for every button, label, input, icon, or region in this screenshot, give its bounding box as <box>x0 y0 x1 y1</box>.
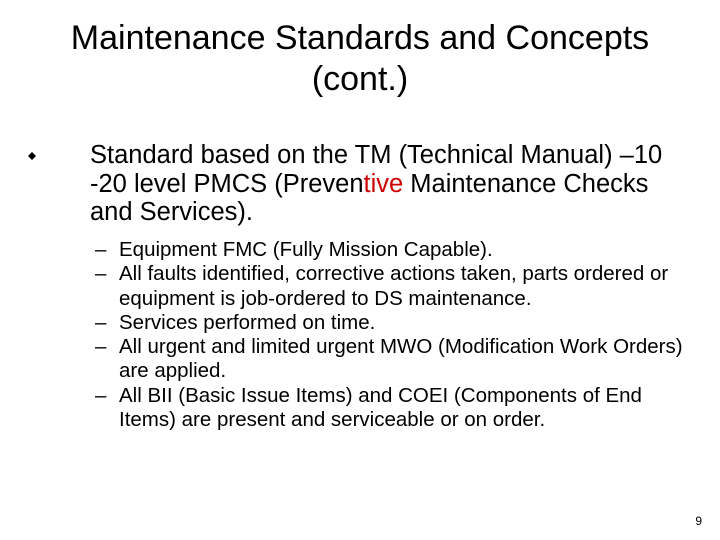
dash-bullet-icon: – <box>95 262 107 286</box>
diamond-bullet-icon <box>28 152 36 160</box>
sub-bullet-text: Services performed on time. <box>119 310 376 334</box>
sub-bullet-list <box>95 238 685 432</box>
main-bullet-text <box>90 141 690 227</box>
sub-bullet-item <box>95 311 685 335</box>
page-number: 9 <box>695 514 702 528</box>
main-bullet-text-accent: tive <box>363 169 404 198</box>
dash-bullet-icon: – <box>95 335 107 359</box>
sub-bullet-item <box>95 238 685 262</box>
sub-bullet-text: All urgent and limited urgent MWO (Modification Work Orders) are applied. <box>119 335 683 383</box>
sub-bullet-text: Equipment FMC (Fully Mission Capable). <box>119 238 493 261</box>
dash-bullet-icon: – <box>95 383 107 407</box>
sub-bullet-text: All faults identified, corrective actions taken, parts ordered or equipment is job-ordered to DS maintenance. <box>119 262 669 310</box>
sub-bullet-item <box>95 335 685 384</box>
main-bullet-text-part-1: Standard based on the TM (Technical Manual) –10 -20 level PMCS (Preven <box>90 141 663 198</box>
dash-bullet-icon: – <box>95 310 107 334</box>
sub-bullet-text: All BII (Basic Issue Items) and COEI (Components of End Items) are present and serviceable or on order. <box>119 383 642 432</box>
dash-bullet-icon: – <box>95 238 107 261</box>
slide-title: Maintenance Standards and Concepts (cont.) <box>70 19 650 98</box>
main-bullet-text-part-2: Maintenance Checks and Services). <box>90 169 649 226</box>
sub-bullet-item <box>95 384 685 433</box>
sub-bullet-item <box>95 262 685 311</box>
